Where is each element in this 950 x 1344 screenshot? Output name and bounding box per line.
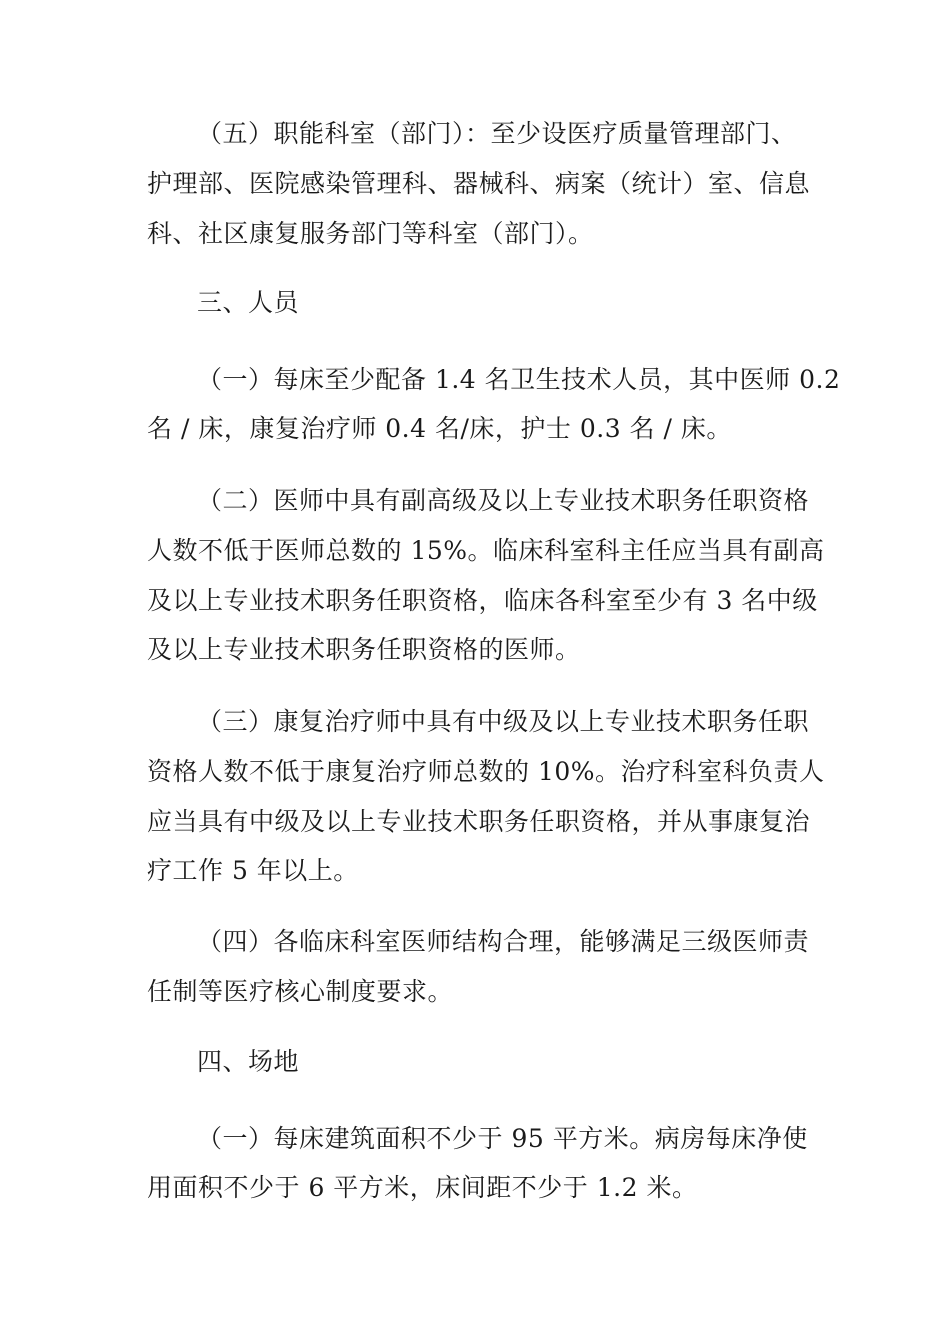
section-heading-site: 四、场地 — [197, 1047, 300, 1076]
text-line: （五）职能科室（部门）：至少设医疗质量管理部门、 — [197, 119, 797, 148]
text-line: 任制等医疗核心制度要求。 — [147, 977, 454, 1006]
text-line: 及以上专业技术职务任职资格的医师。 — [147, 635, 581, 664]
text-line: 护理部、医院感染管理科、器械科、病案（统计）室、信息 — [147, 169, 811, 198]
text-line: （一）每床至少配备 1.4 名卫生技术人员，其中医师 0.2 — [197, 365, 841, 394]
text-line: 资格人数不低于康复治疗师总数的 10%。治疗科室科负责人 — [147, 757, 825, 786]
text-line: （三）康复治疗师中具有中级及以上专业技术职务任职 — [197, 707, 810, 736]
text-line: 用面积不少于 6 平方米，床间距不少于 1.2 米。 — [147, 1173, 698, 1202]
text-line: 及以上专业技术职务任职资格，临床各科室至少有 3 名中级 — [147, 586, 818, 615]
text-line: 科、社区康复服务部门等科室（部门）。 — [147, 219, 594, 248]
text-line: （二）医师中具有副高级及以上专业技术职务任职资格 — [197, 486, 810, 515]
text-line: （四）各临床科室医师结构合理，能够满足三级医师责 — [197, 927, 810, 956]
text-line: 疗工作 5 年以上。 — [147, 856, 359, 885]
text-line: 应当具有中级及以上专业技术职务任职资格，并从事康复治 — [147, 807, 811, 836]
text-line: 名 / 床，康复治疗师 0.4 名/床，护士 0.3 名 / 床。 — [147, 414, 732, 443]
text-line: 人数不低于医师总数的 15%。临床科室科主任应当具有副高 — [147, 536, 825, 565]
section-heading-personnel: 三、人员 — [197, 288, 300, 317]
text-line: （一）每床建筑面积不少于 95 平方米。病房每床净使 — [197, 1124, 808, 1153]
